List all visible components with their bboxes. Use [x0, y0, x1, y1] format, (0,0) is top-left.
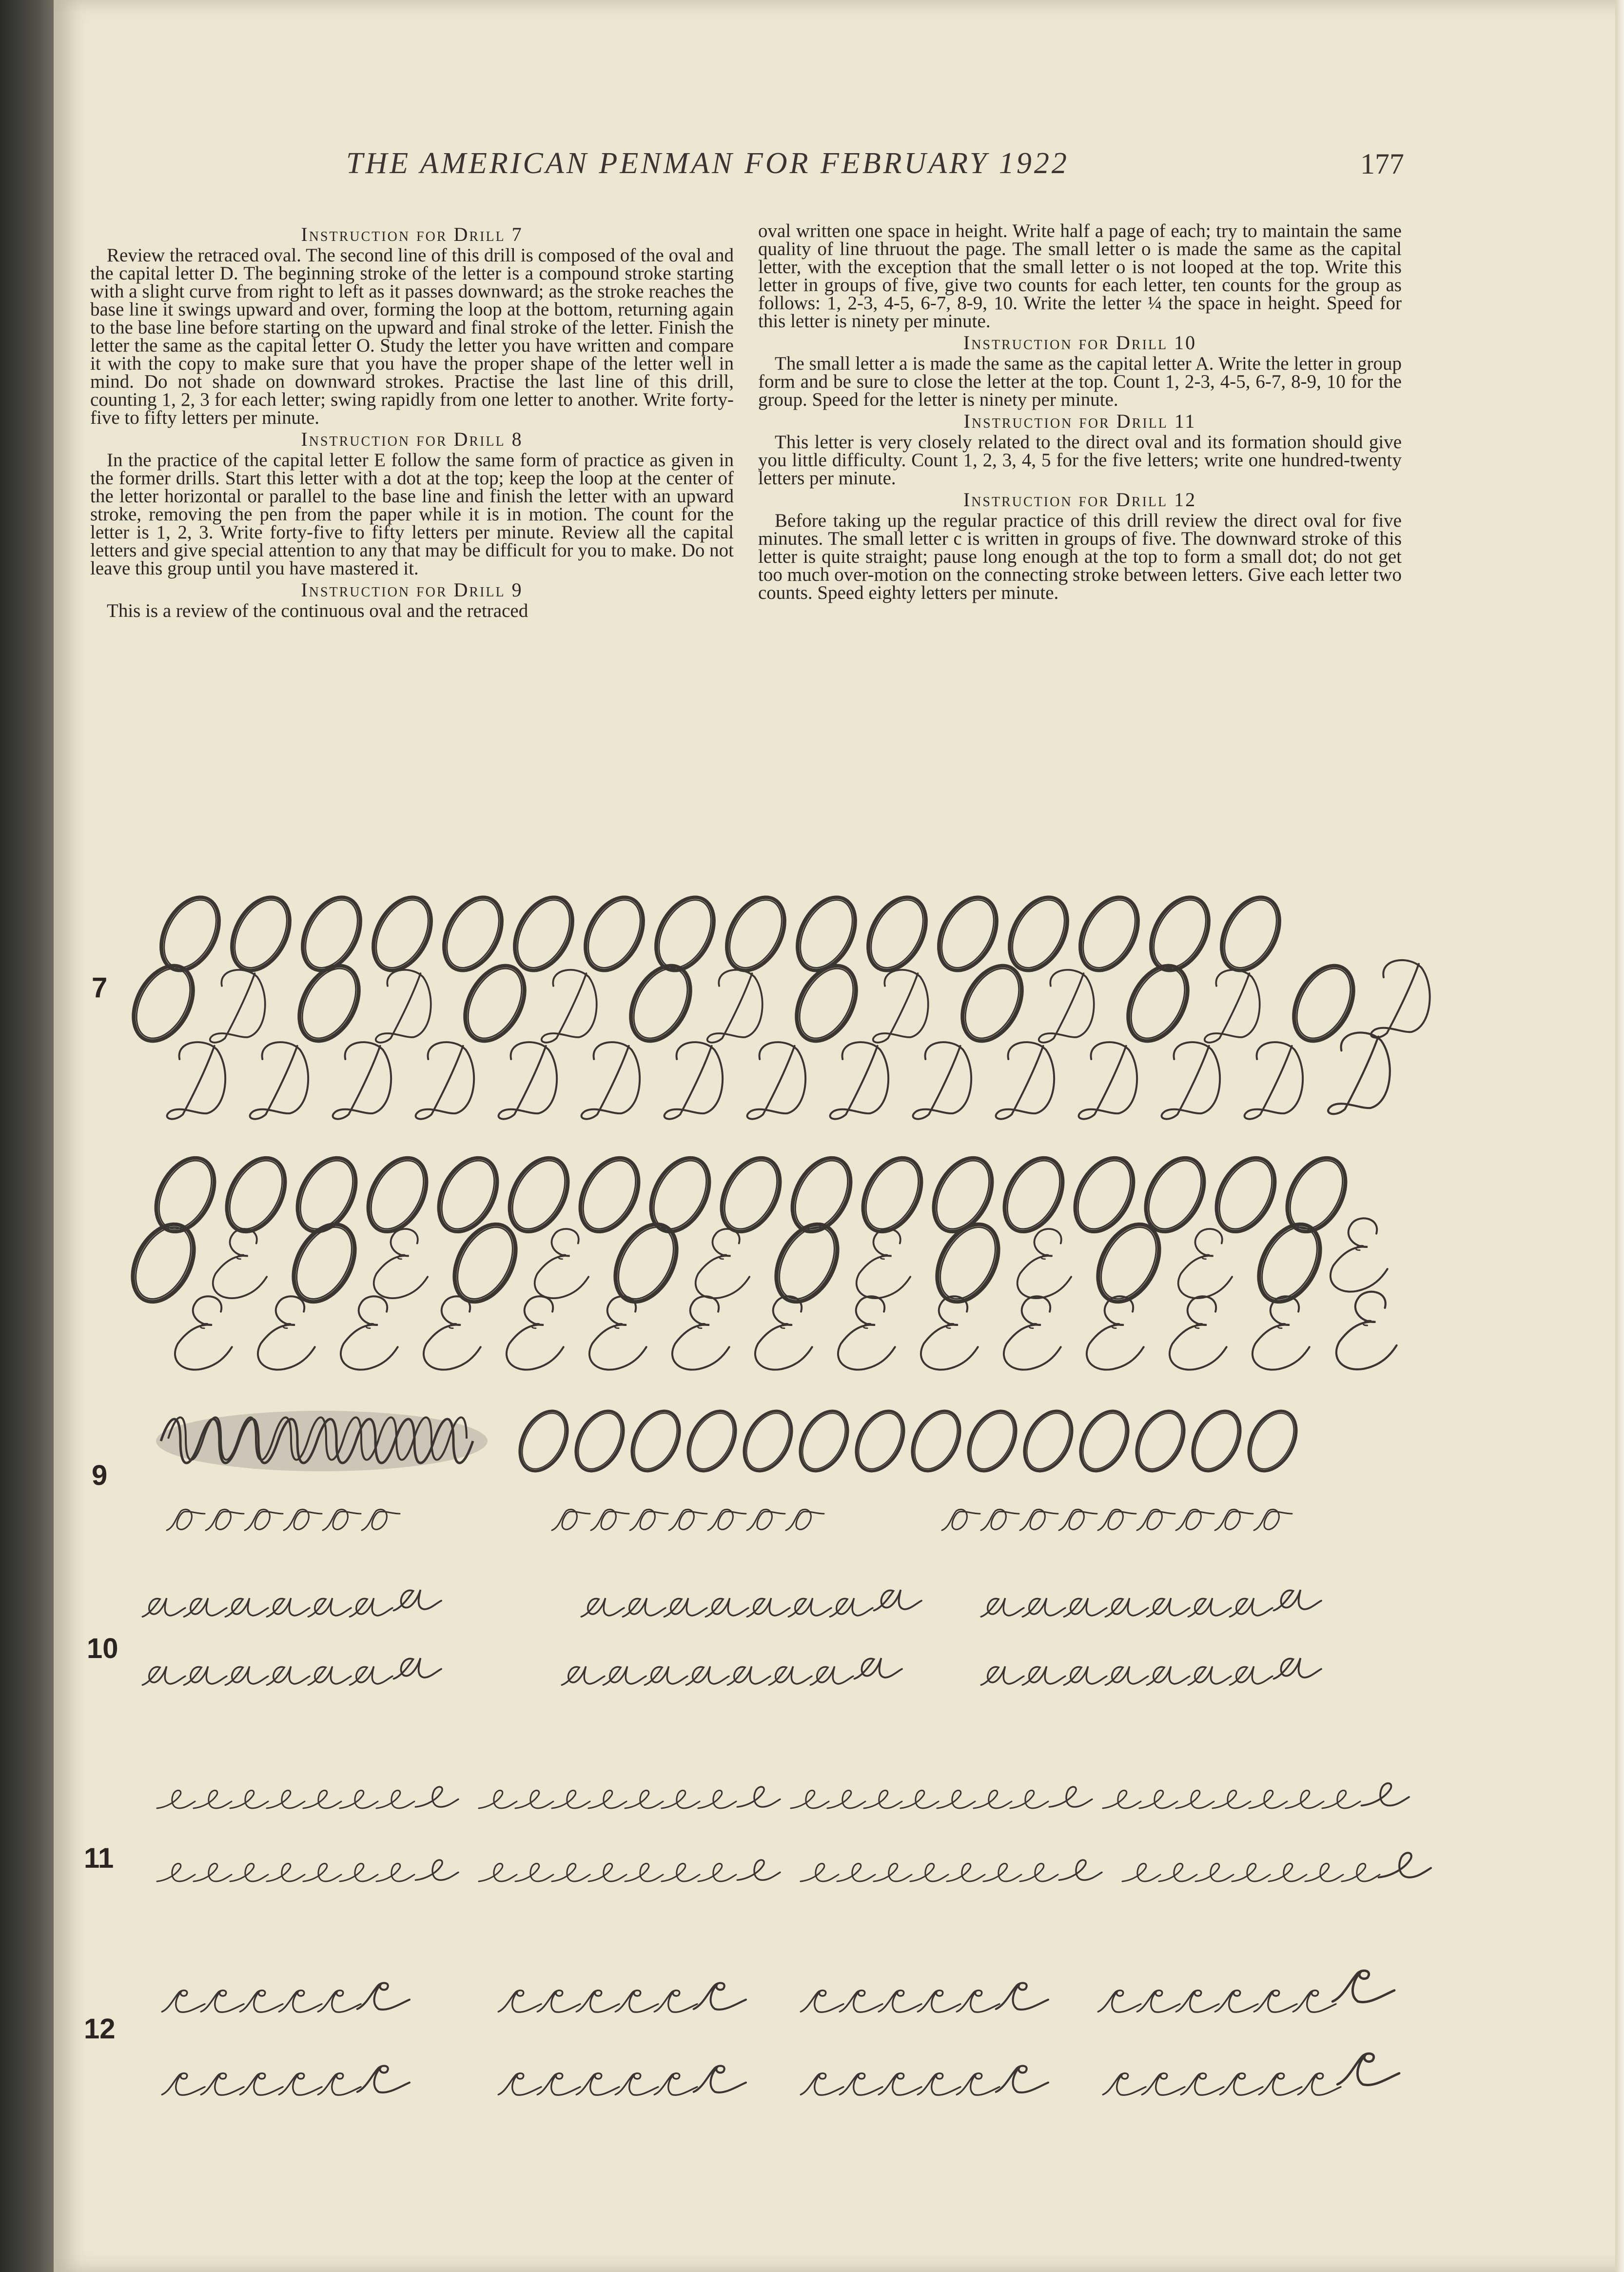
drill8-instructions: In the practice of the capital letter E follow the same form of practice as given in the former drills. Start this letter with a dot at the top; keep the loop at the center of the letter horizontal or parallel to the base line and finish the letter with an upward stroke, removing the pen from the paper while it is in motion. The count for the letter is 1, 2, 3. Write forty-five to fifty letters per minute. Review all the capital letters and give special attention to any that may be difficult for you to make. Do not leave this group until you have mastered it. [90, 450, 734, 579]
drill10-instructions: The small letter a is made the same as the capital letter A. Write the letter in group form and be sure to close the letter at the top. Count 1, 2-3, 4-5, 6-7, 8-9, 10 for the group. Speed for the letter is ninety per minute. [758, 353, 1402, 410]
drill11-small-e-row-1 [157, 1783, 1409, 1808]
drill7-oval-row [148, 886, 1293, 982]
drill8-heading: Instruction for Drill 8 [301, 428, 523, 450]
drill9-small-o-row [167, 1509, 1292, 1530]
drill7-number: 7 [92, 972, 108, 1004]
drill10-plate [87, 1590, 1321, 1685]
drill11-heading: Instruction for Drill 11 [963, 410, 1196, 432]
drill10-small-a-row-1 [142, 1590, 1321, 1617]
page-number: 177 [1360, 148, 1404, 180]
drill11-number: 11 [84, 1842, 114, 1874]
drill10-heading: Instruction for Drill 10 [963, 332, 1197, 354]
drill12-heading: Instruction for Drill 12 [963, 489, 1197, 511]
drill12-small-c-row-1 [162, 1971, 1394, 2012]
drill9-retraced-oval-row [509, 1402, 1307, 1481]
drill9-instructions: This is a review of the continuous oval and the retraced [107, 600, 528, 621]
drill11-small-e-row-2 [157, 1853, 1431, 1881]
drill7-heading: Instruction for Drill 7 [301, 223, 523, 245]
drill11-instructions: This letter is very closely related to the direct oval and its formation should give you little difficulty. Count 1, 2, 3, 4, 5 for the five letters; write one hundred-twenty letters per minute. [758, 432, 1402, 489]
drill12-small-c-row-2 [162, 2054, 1399, 2095]
drill11-plate [84, 1783, 1431, 1881]
drill10-small-a-row-2 [142, 1658, 1321, 1685]
drill7-instructions: Review the retraced oval. The second line of this drill is composed of the oval and the capital letter D. The beginning stroke of the letter is a compound stroke starting with a slight curve from right to left as it passes downward; as the stroke reaches the base line it swings upward and over, forming the loop at the bottom, returning again to the base line before starting on the upward and final stroke of the letter. Finish the letter the same as the capital letter O. Study the letter you have written and compare it with the copy to make sure that you have the proper shape of the letter well in mind. Do not shade on downward strokes. Practise the last line of this drill, counting 1, 2, 3 for each letter; swing rapidly from one letter to another. Write forty-five to fifty letters per minute. [90, 245, 734, 428]
drill10-number: 10 [87, 1633, 118, 1664]
drill12-instructions: Before taking up the regular practice of this drill review the direct oval for five minutes. The small letter c is written in groups of five. The downward stroke of this letter is quite straight; pause long enough at the top to form a small dot; do not get too much over-motion on the connecting stroke between letters. Give each letter two counts. Speed eighty letters per minute. [758, 510, 1402, 603]
drill7-plate [92, 886, 1430, 1119]
drill7-D-row [167, 1033, 1390, 1119]
drill9-heading: Instruction for Drill 9 [301, 579, 523, 601]
drill8-E-row [175, 1292, 1397, 1370]
drill8-oval-row [142, 1146, 1359, 1244]
drill12-plate [84, 1971, 1399, 2095]
running-title: THE AMERICAN PENMAN FOR FEBRUARY 1922 [346, 147, 1069, 180]
drill12-number: 12 [84, 2013, 116, 2045]
drill9-continuous-oval [156, 1411, 488, 1471]
drill8-plate [118, 1146, 1397, 1370]
drill9-plate [92, 1402, 1307, 1530]
drill9-number: 9 [92, 1460, 108, 1491]
drill9-instructions-continued: oval written one space in height. Write half a page of each; try to maintain the same quality of line thruout the page. The small letter o is made the same as the capital letter, with the exception that the small letter o is not looped at the top. Write this letter in groups of five, give two counts for each letter, ten counts for the group as follows: 1, 2-3, 4-5, 6-7, 8-9, 10. Write the letter ¼ the space in height. Speed for this letter is ninety per minute. [758, 220, 1402, 332]
